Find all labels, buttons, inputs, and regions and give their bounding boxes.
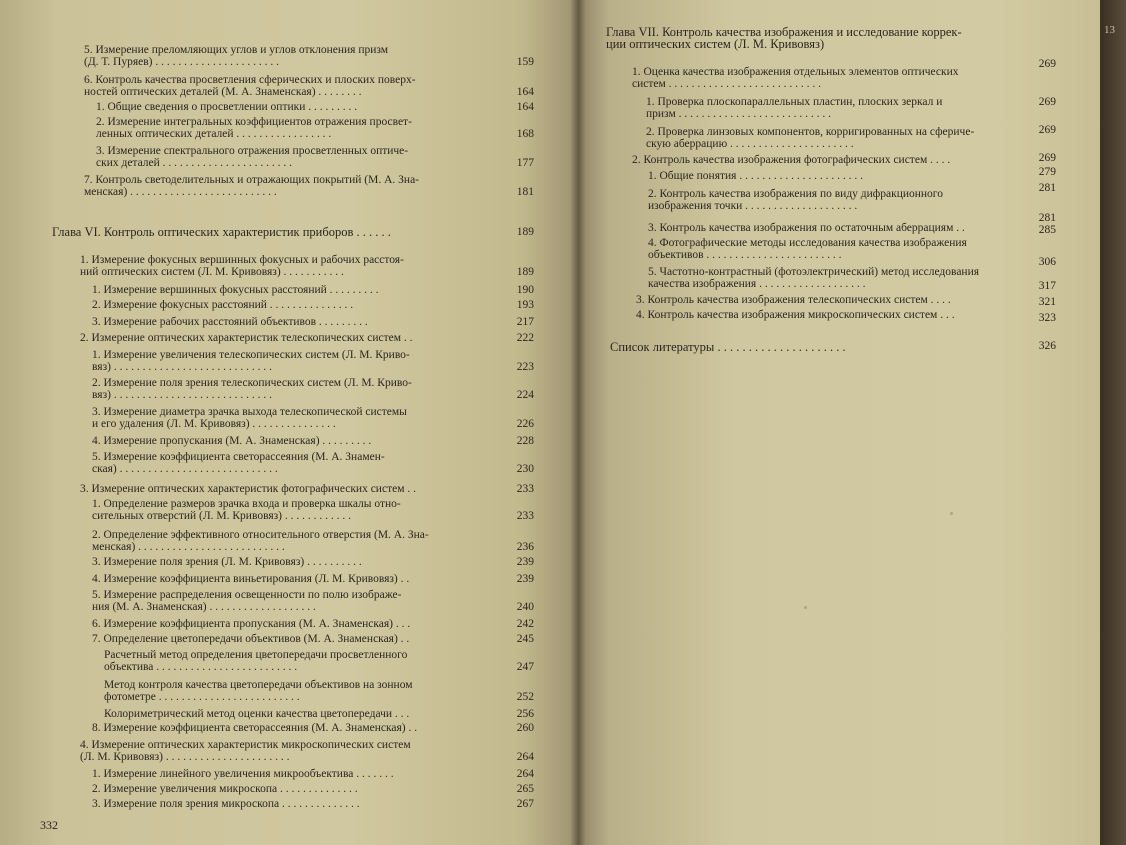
left-toc-page-number: 245 — [516, 633, 534, 645]
left-toc-entry-line: 2. Измерение интегральных коэффициентов отражения просвет- — [96, 116, 412, 128]
left-toc-entry-line: 8. Измерение коэффициента светорассеяния (М. А. Знаменская) . . — [92, 722, 418, 734]
left-toc-entry-line: Глава VI. Контроль оптических характеристик приборов . . . . . . — [52, 225, 391, 239]
right-toc-entry-line: 5. Частотно-контрастный (фотоэлектрический) метод исследования — [648, 266, 980, 278]
left-toc-entry-line: вяз) . . . . . . . . . . . . . . . . . . . . . . . . . . . . — [92, 361, 272, 373]
ink-speck — [950, 512, 953, 515]
left-toc-entry-line: ских деталей . . . . . . . . . . . . . . . . . . . . . . . — [96, 157, 293, 169]
left-toc-page-number: 239 — [516, 573, 534, 585]
left-toc-entry-line: 2. Измерение поля зрения телескопических систем (Л. М. Криво- — [92, 377, 412, 389]
left-toc-page-number: 260 — [516, 722, 534, 734]
left-toc-entry-line: Метод контроля качества цветопередачи объективов на зонном — [104, 679, 413, 691]
left-toc-entry-line: 3. Измерение спектрального отражения просветленных оптиче- — [96, 145, 409, 157]
left-toc-entry-line: 2. Измерение фокусных расстояний . . . . . . . . . . . . . . . — [92, 299, 354, 311]
right-toc-page-number: 269 — [1038, 58, 1056, 70]
right-toc-entry-line: 1. Проверка плоскопараллельных пластин, плоских зеркал и — [646, 96, 943, 108]
right-toc-entry-line: 3. Контроль качества изображения по остаточным аберрациям . . — [648, 222, 965, 234]
left-toc-entry-line: 1. Измерение линейного увеличения микрообъектива . . . . . . . — [92, 768, 394, 780]
left-toc-entry-line: 3. Измерение поля зрения (Л. М. Кривовяз) . . . . . . . . . . — [92, 556, 362, 568]
left-toc-entry-line: фотометре . . . . . . . . . . . . . . . . . . . . . . . . . — [104, 691, 300, 703]
left-toc-entry-line: 2. Измерение увеличения микроскопа . . . . . . . . . . . . . . — [92, 783, 358, 795]
right-toc-page-number: 285 — [1038, 224, 1056, 236]
left-toc-page-number: 168 — [516, 128, 534, 140]
left-toc-page-number: 240 — [516, 601, 534, 613]
left-toc-entry-line: 5. Измерение преломляющих углов и углов отклонения призм — [84, 44, 389, 56]
right-toc-entry-line: скую аберрацию . . . . . . . . . . . . . . . . . . . . . . — [646, 138, 854, 150]
right-toc-page-number: 281 — [1038, 182, 1056, 194]
left-toc-entry-line: 1. Общие сведения о просветлении оптики . . . . . . . . . — [96, 101, 358, 113]
right-toc-page-number: 269 — [1038, 124, 1056, 136]
right-toc-entry-line: ции оптических систем (Л. М. Кривовяз) — [606, 37, 825, 51]
right-toc-page-number: 281 — [1038, 212, 1056, 224]
left-toc-page-number: 223 — [516, 361, 534, 373]
right-toc-entry-line: качества изображения . . . . . . . . . . . . . . . . . . . — [648, 278, 866, 290]
left-toc-entry-line: (Д. Т. Пуряев) . . . . . . . . . . . . . . . . . . . . . . — [84, 56, 280, 68]
right-toc-entry-line: 2. Проверка линзовых компонентов, корригированных на сфериче- — [646, 126, 975, 138]
left-toc-page-number: 247 — [516, 661, 534, 673]
left-toc-entry-line: 5. Измерение коэффициента светорассеяния (М. А. Знамен- — [92, 451, 385, 463]
left-toc-page-number: 159 — [516, 56, 534, 68]
left-toc-page-number: 224 — [516, 389, 534, 401]
left-toc-entry-line: 1. Измерение увеличения телескопических систем (Л. М. Криво- — [92, 349, 410, 361]
left-toc-entry-line: 2. Измерение оптических характеристик телескопических систем . . — [80, 332, 413, 344]
left-toc-entry-line: 6. Контроль качества просветления сферических и плоских поверх- — [84, 74, 416, 86]
left-toc-entry-line: 3. Измерение поля зрения микроскопа . . . . . . . . . . . . . . — [92, 798, 360, 810]
left-toc-page-number: 242 — [516, 618, 534, 630]
edge-page-number: 13 — [1104, 24, 1115, 36]
left-toc-page-number: 264 — [516, 751, 534, 763]
left-toc-entry-line: ская) . . . . . . . . . . . . . . . . . . . . . . . . . . . . — [92, 463, 278, 475]
left-toc-page-number: 177 — [516, 157, 534, 169]
right-toc-entry-line: Глава VII. Контроль качества изображения и исследование коррек- — [606, 25, 962, 39]
right-toc-page-number: 269 — [1038, 152, 1056, 164]
left-toc-entry-line: 7. Контроль светоделительных и отражающих покрытий (М. А. Зна- — [84, 174, 420, 186]
right-toc-page-number: 326 — [1038, 340, 1056, 352]
left-toc-entry-line: 3. Измерение оптических характеристик фотографических систем . . — [80, 483, 416, 495]
left-toc-page-number: 267 — [516, 798, 534, 810]
left-toc-page-number: 164 — [516, 101, 534, 113]
left-toc-page-number: 252 — [516, 691, 534, 703]
left-toc-entry-line: 3. Измерение диаметра зрачка выхода телескопической системы — [92, 406, 407, 418]
left-toc-page-number: 181 — [516, 186, 534, 198]
left-toc-entry-line: вяз) . . . . . . . . . . . . . . . . . . . . . . . . . . . . — [92, 389, 272, 401]
left-toc-page-number: 222 — [516, 332, 534, 344]
right-toc-entry-line: 1. Общие понятия . . . . . . . . . . . . . . . . . . . . . . — [648, 170, 863, 182]
left-toc-entry-line: ностей оптических деталей (М. А. Знаменская) . . . . . . . . — [84, 86, 362, 98]
right-toc-entry-line: 4. Фотографические методы исследования качества изображения — [648, 237, 967, 249]
left-toc-page-number: 230 — [516, 463, 534, 475]
left-toc-entry-line: ния (М. А. Знаменская) . . . . . . . . . . . . . . . . . . . — [92, 601, 316, 613]
left-toc-page-number: 265 — [516, 783, 534, 795]
left-toc-page-number: 233 — [516, 510, 534, 522]
left-toc-entry-line: ний оптических систем (Л. М. Кривовяз) . . . . . . . . . . . — [80, 266, 344, 278]
left-toc-entry-line: 6. Измерение коэффициента пропускания (М. А. Знаменская) . . . — [92, 618, 411, 630]
right-toc-entry-line: объективов . . . . . . . . . . . . . . . . . . . . . . . . — [648, 249, 842, 261]
left-toc-entry-line: 4. Измерение оптических характеристик микроскопических систем — [80, 739, 411, 751]
right-toc-entry-line: 2. Контроль качества изображения фотографических систем . . . . — [632, 154, 951, 166]
left-toc-page-number: 190 — [516, 284, 534, 296]
next-page-edge — [1100, 0, 1126, 845]
left-toc-entry-line: 7. Определение цветопередачи объективов (М. А. Знаменская) . . — [92, 633, 410, 645]
ink-speck — [804, 606, 807, 609]
left-toc-page-number: 256 — [516, 708, 534, 720]
left-toc-entry-line: Колориметрический метод оценки качества цветопередачи . . . — [104, 708, 410, 720]
left-toc-page-number: 228 — [516, 435, 534, 447]
right-toc-entry-line: систем . . . . . . . . . . . . . . . . . . . . . . . . . . . — [632, 78, 822, 90]
left-toc-entry-line: менская) . . . . . . . . . . . . . . . . . . . . . . . . . . — [84, 186, 277, 198]
right-toc-entry-line: 3. Контроль качества изображения телескопических систем . . . . — [636, 294, 951, 306]
left-toc-entry-line: ленных оптических деталей . . . . . . . . . . . . . . . . . — [96, 128, 332, 140]
left-toc-page-number: 193 — [516, 299, 534, 311]
right-toc-page-number: 321 — [1038, 296, 1056, 308]
left-toc-page-number: 164 — [516, 86, 534, 98]
left-toc-entry-line: объектива . . . . . . . . . . . . . . . . . . . . . . . . . — [104, 661, 298, 673]
left-toc-page-number: 217 — [516, 316, 534, 328]
left-toc-entry-line: 2. Определение эффективного относительного отверстия (М. А. Зна- — [92, 529, 429, 541]
right-toc-entry-line: изображения точки . . . . . . . . . . . . . . . . . . . . — [648, 200, 858, 212]
left-toc-page-number: 236 — [516, 541, 534, 553]
right-toc-entry-line: 4. Контроль качества изображения микроскопических систем . . . — [636, 309, 955, 321]
left-toc-page-number: 233 — [516, 483, 534, 495]
left-toc-page-number: 239 — [516, 556, 534, 568]
left-toc-entry-line: 1. Определение размеров зрачка входа и проверка шкалы отно- — [92, 498, 401, 510]
right-toc-page-number: 317 — [1038, 280, 1056, 292]
left-toc-entry-line: (Л. М. Кривовяз) . . . . . . . . . . . . . . . . . . . . . . — [80, 751, 290, 763]
left-toc-entry-line: Расчетный метод определения цветопередачи просветленного — [104, 649, 408, 661]
left-toc-entry-line: 1. Измерение фокусных вершинных фокусных и рабочих расстоя- — [80, 254, 404, 266]
left-toc-entry-line: 5. Измерение распределения освещенности по полю изображе- — [92, 589, 402, 601]
left-toc-entry-line: и его удаления (Л. М. Кривовяз) . . . . . . . . . . . . . . . — [92, 418, 336, 430]
left-toc-page-number: 264 — [516, 768, 534, 780]
left-toc-entry-line: 3. Измерение рабочих расстояний объективов . . . . . . . . . — [92, 316, 368, 328]
left-toc-entry-line: сительных отверстий (Л. М. Кривовяз) . . . . . . . . . . . . — [92, 510, 352, 522]
right-toc-page-number: 323 — [1038, 312, 1056, 324]
right-toc-entry-line: 1. Оценка качества изображения отдельных элементов оптических — [632, 66, 959, 78]
left-page-number: 332 — [40, 818, 58, 832]
left-toc-entry-line: менская) . . . . . . . . . . . . . . . . . . . . . . . . . . — [92, 541, 285, 553]
left-toc-entry-line: 1. Измерение вершинных фокусных расстояний . . . . . . . . . — [92, 284, 379, 296]
left-toc-page-number: 189 — [516, 266, 534, 278]
right-toc-page-number: 306 — [1038, 256, 1056, 268]
right-toc-page-number: 279 — [1038, 166, 1056, 178]
left-toc-entry-line: 4. Измерение пропускания (М. А. Знаменская) . . . . . . . . . — [92, 435, 372, 447]
left-toc-page-number: 189 — [516, 226, 534, 238]
left-toc-entry-line: 4. Измерение коэффициента виньетирования (Л. М. Кривовяз) . . — [92, 573, 410, 585]
right-toc-page-number: 269 — [1038, 96, 1056, 108]
right-toc-entry-line: призм . . . . . . . . . . . . . . . . . . . . . . . . . . . — [646, 108, 831, 120]
right-toc-entry-line: Список литературы . . . . . . . . . . . . . . . . . . . . . — [610, 340, 846, 354]
left-toc-page-number: 226 — [516, 418, 534, 430]
right-toc-entry-line: 2. Контроль качества изображения по виду дифракционного — [648, 188, 943, 200]
